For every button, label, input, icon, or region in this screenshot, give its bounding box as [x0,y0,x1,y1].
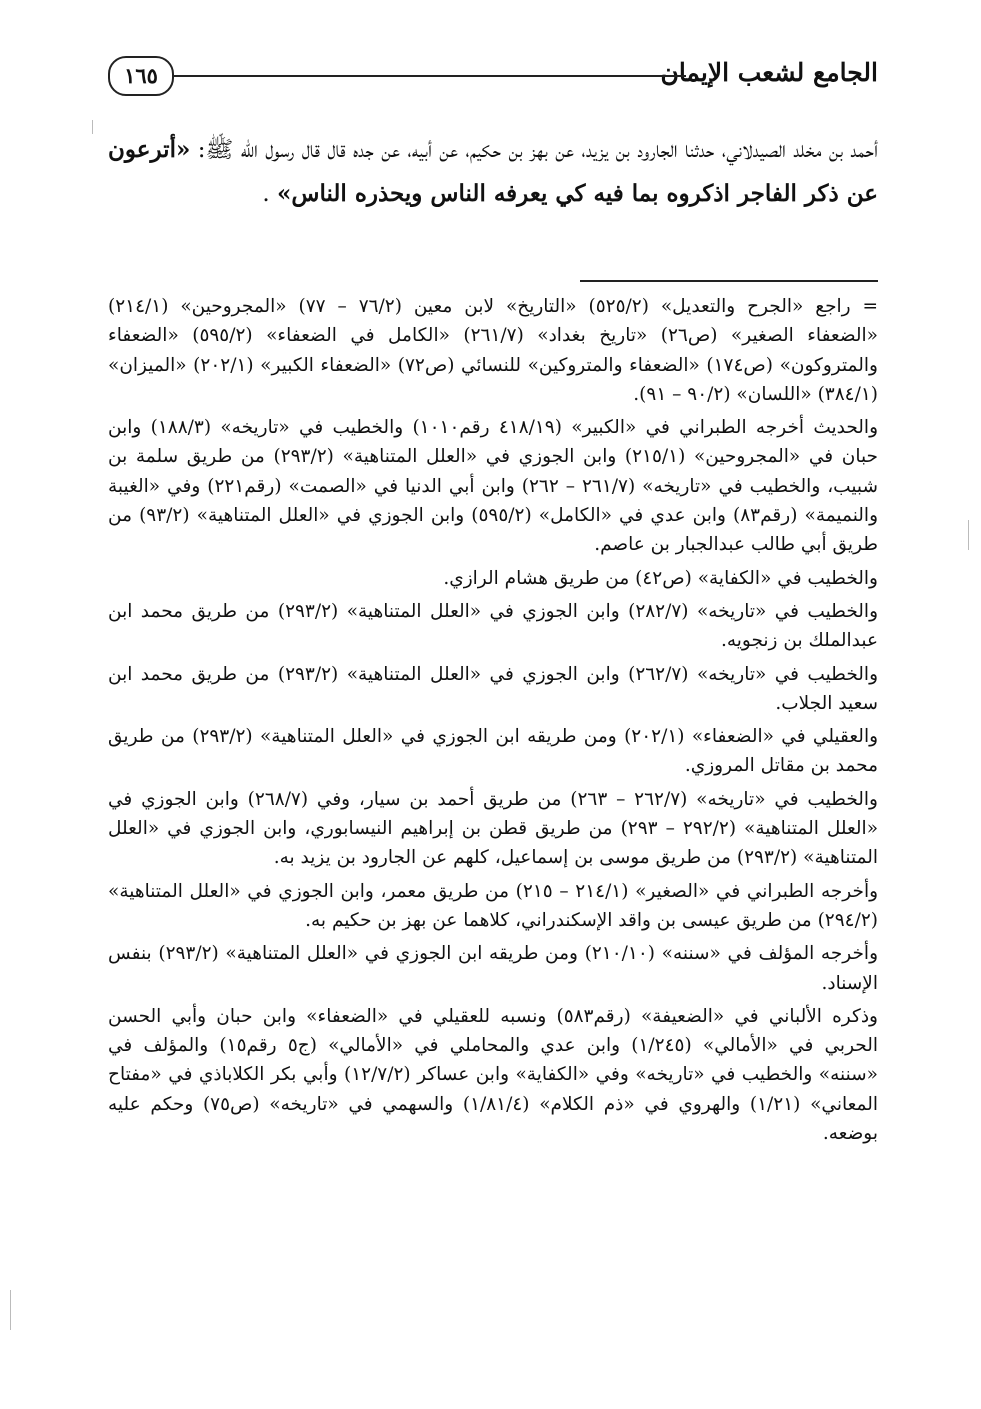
scan-edge-mark [968,520,969,550]
footnote-paragraph: وذكره الألباني في «الضعيفة» (رقم٥٨٣) ونسبه للعقيلي في «الضعفاء» وابن حبان وأبي الحسن الحربي في «الأمالي» (١/٢٤٥) وابن عدي والمحاملي في «الأمالي» (ج٥ رقم١٥) والمؤلف في «سننه» والخطيب في «تاريخه» وفي «الكفاية» وابن عساكر (١٢/٧/٢) وأبي بكر الكلاباذي في «مفتاح المعاني» (١/٢١) والهروي في «ذم الكلام» (١/٨١/٤) والسهمي في «تاريخه» (ص٧٥) وحكم عليه بوضعه. [108,1005,878,1145]
footnote-paragraph: والحديث أخرجه الطبراني في «الكبير» (٤١٨/١٩ رقم١٠١٠) والخطيب في «تاريخه» (١٨٨/٣) وابن حبان في «المجروحين» (٢١٥/١) وابن الجوزي في «العلل المتناهية» (٢٩٣/٢) من طريق سلمة بن شبيب، والخطيب في «تاريخه» (٢٦١/٧ – ٢٦٢) وابن أبي الدنيا في «الصمت» (رقم٢٢١) وفي «الغيبة والنميمة» (رقم٨٣) وابن عدي في «الكامل» (٥٩٥/٢) وابن الجوزي في «العلل المتناهية» (٩٣/٢) من طريق أبي طالب عبدالجبار بن عاصم. [108,417,879,556]
footnote-paragraph: والعقيلي في «الضعفاء» (٢٠٢/١) ومن طريقه ابن الجوزي في «العلل المتناهية» (٢٩٣/٢) من طريق محمد بن مقاتل المروزي. [108,726,879,777]
hadith-text: «أترعون عن ذكر الفاجر اذكروه بما فيه كي يعرفه الناس ويحذره الناس» [108,136,878,207]
main-text [108,128,878,216]
footnote-divider [580,280,878,282]
page-header [108,52,878,102]
header-rule [172,75,686,77]
footnote-paragraph: = راجع «الجرح والتعديل» (٥٢٥/٢) «التاريخ» لابن معين (٧٦/٢ – ٧٧) «المجروحين» (٢١٤/١) «الضعفاء الصغير» (ص٢٦) «تاريخ بغداد» (٢٦١/٧) «الكامل في الضعفاء» (٥٩٥/٢) «الضعفاء والمتروكون» (ص١٧٤) «الضعفاء والمتروكين» للنسائي (ص٧٢) «الضعفاء الكبير» (٢٠٢/١) «الميزان» (٣٨٤/١) «اللسان» (٩٠/٢ – ٩١). [108,296,878,405]
footnote-paragraph: والخطيب في «تاريخه» (٢٦٢/٧) وابن الجوزي في «العلل المتناهية» (٢٩٣/٢) من طريق محمد ابن سعيد الجلاب. [108,663,878,714]
footnote-paragraph: والخطيب في «تاريخه» (٢٦٢/٧ – ٢٦٣) من طريق أحمد بن سيار، وفي (٢٦٨/٧) وابن الجوزي في «العلل المتناهية» (٢٩٢/٢ – ٢٩٣) من طريق قطن بن إبراهيم النيسابوري، وابن الجوزي في «العلل المتناهية» (٢٩٣/٢) من طريق موسى بن إسماعيل، كلهم عن الجارود بن يزيد به. [108,788,879,869]
scan-edge-mark [10,1290,11,1330]
main-text-line-1: أحمد بن مخلد الصيدلاني، حدثنا الجارود بن يزيد، عن بهز بن حكيم، عن أبيه، عن [381,137,879,163]
scan-edge-mark [92,120,93,134]
book-title: الجامع لشعب الإيمان [660,58,878,87]
footnote-paragraph: والخطيب في «الكفاية» (ص٤٢) من طريق هشام الرازي. [443,567,878,589]
footnote-paragraph: والخطيب في «تاريخه» (٢٨٢/٧) وابن الجوزي في «العلل المتناهية» (٢٩٣/٢) من طريق محمد ابن عبدالملك بن زنجويه. [108,600,878,652]
footnote-paragraph: وأخرجه المؤلف في «سننه» (٢١٠/١٠) ومن طريقه ابن الجوزي في «العلل المتناهية» (٢٩٣/٢) بنفس الإسناد. [108,943,878,994]
footnote-paragraph: وأخرجه الطبراني في «الصغير» (٢١٤/١ – ٢١٥) من طريق معمر، وابن الجوزي في «العلل المتناهية» (٢٩٤/٢) من طريق عيسى بن واقد الإسكندراني، كلاهما عن بهز بن حكيم به. [108,880,879,931]
page-number: ١٦٥ [108,56,174,96]
main-text-end: . [262,181,270,207]
footnotes [108,292,878,1152]
main-text-intro: جده قال قال رسول الله ﷺ: [190,137,374,163]
